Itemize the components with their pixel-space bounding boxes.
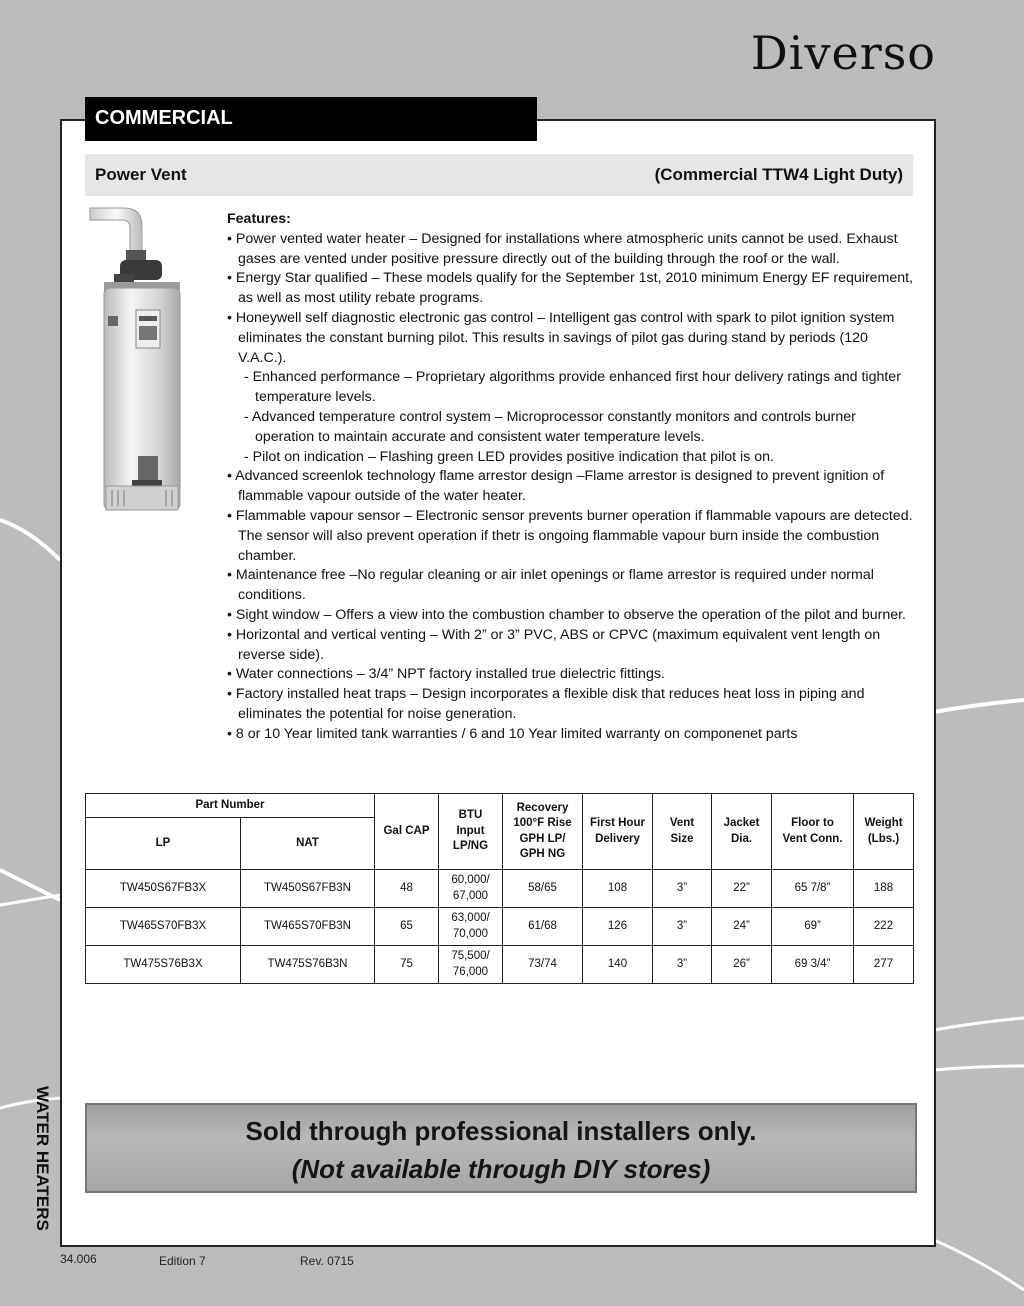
cell-vent: 3” xyxy=(653,870,712,908)
section-side-tab: WATER HEATERS xyxy=(33,1086,52,1231)
feature-item: • Factory installed heat traps – Design incorporates a flexible disk that reduces heat loss in piping and eliminates the potential for noise generation. xyxy=(227,686,865,722)
header-floor-to-vent: Floor to Vent Conn. xyxy=(772,794,854,870)
product-subheader xyxy=(85,154,913,196)
cell-gal: 65 xyxy=(375,908,439,946)
installers-notice-banner xyxy=(85,1103,917,1193)
cell-lp: TW450S67FB3X xyxy=(86,870,241,908)
water-heater-image xyxy=(86,204,196,524)
product-model-title: (Commercial TTW4 Light Duty) xyxy=(654,165,903,184)
cell-btu: 60,000/ 67,000 xyxy=(439,870,503,908)
feature-item: • Honeywell self diagnostic electronic gas control – Intelligent gas control with spark to pilot ignition system eliminates the constant burning pilot. This results in savings of pilot gas during stand by periods (120 V.A.C.). xyxy=(227,309,895,366)
header-btu: BTU Input LP/NG xyxy=(439,794,503,870)
features-title: Features: xyxy=(227,211,291,227)
features-list xyxy=(227,210,917,745)
cell-weight: 188 xyxy=(854,870,914,908)
specifications-table xyxy=(85,793,914,984)
cell-jacket: 26” xyxy=(712,946,772,984)
cell-floor: 65 7/8” xyxy=(772,870,854,908)
banner-line-1: Sold through professional installers only. xyxy=(245,1116,757,1146)
cell-recovery: 73/74 xyxy=(503,946,583,984)
feature-item: • Energy Star qualified – These models qualify for the September 1st, 2010 minimum Energy EF requirement, as well as most utility rebate programs. xyxy=(227,270,914,307)
cell-recovery: 61/68 xyxy=(503,908,583,946)
cell-jacket: 24” xyxy=(712,908,772,946)
cell-lp: TW475S76B3X xyxy=(86,946,241,984)
feature-item: • Power vented water heater – Designed for installations where atmospheric units cannot be used. Exhaust gases are vented under positive pressure directly out of the building through the roof or the wall. xyxy=(227,230,898,267)
cell-vent: 3” xyxy=(653,908,712,946)
cell-weight: 222 xyxy=(854,908,914,946)
cell-recovery: 58/65 xyxy=(503,870,583,908)
cell-first-hour: 126 xyxy=(583,908,653,946)
header-recovery: Recovery 100°F Rise GPH LP/ GPH NG xyxy=(503,794,583,870)
cell-first-hour: 108 xyxy=(583,870,653,908)
feature-subitem: - Pilot on indication – Flashing green LED provides positive indication that pilot is on. xyxy=(244,448,774,465)
banner-line-2: (Not available through DIY stores) xyxy=(291,1154,711,1184)
feature-item: • Flammable vapour sensor – Electronic sensor prevents burner operation if flammable vapours are detected. The sensor will also prevent operation if thetr is ongoing flammable vapour burn inside the combustion chamber. xyxy=(227,507,913,564)
cell-first-hour: 140 xyxy=(583,946,653,984)
cell-nat: TW450S67FB3N xyxy=(241,870,375,908)
header-part-number: Part Number xyxy=(86,794,375,818)
feature-item: • Horizontal and vertical venting – With 2” or 3” PVC, ABS or CPVC (maximum equivalent vent length on reverse side). xyxy=(227,626,881,663)
header-jacket-dia: Jacket Dia. xyxy=(712,794,772,870)
cell-gal: 75 xyxy=(375,946,439,984)
product-line-title: Power Vent xyxy=(95,165,187,184)
header-nat: NAT xyxy=(241,818,375,870)
table-row xyxy=(86,908,914,946)
header-weight: Weight (Lbs.) xyxy=(854,794,914,870)
footer-page-number: 34.006 xyxy=(60,1252,97,1266)
category-label: COMMERCIAL xyxy=(85,97,537,141)
cell-nat: TW465S70FB3N xyxy=(241,908,375,946)
feature-item: • Maintenance free –No regular cleaning or air inlet openings or flame arrestor is required under normal conditions. xyxy=(227,567,874,604)
brand-logo: Diverso xyxy=(750,26,936,80)
header-gal-cap: Gal CAP xyxy=(375,794,439,870)
table-row xyxy=(86,870,914,908)
cell-vent: 3” xyxy=(653,946,712,984)
cell-floor: 69 3/4” xyxy=(772,946,854,984)
feature-subitem: - Enhanced performance – Proprietary algorithms provide enhanced first hour delivery ratings and tighter temperature levels. xyxy=(244,369,901,406)
cell-weight: 277 xyxy=(854,946,914,984)
header-lp: LP xyxy=(86,818,241,870)
feature-item: • Sight window – Offers a view into the combustion chamber to observe the operation of the pilot and burner. xyxy=(227,606,907,623)
feature-subitem: - Advanced temperature control system – Microprocessor constantly monitors and controls burner operation to maintain accurate and consistent water temperature levels. xyxy=(244,408,856,445)
table-row xyxy=(86,946,914,984)
header-vent-size: Vent Size xyxy=(653,794,712,870)
feature-item: • Water connections – 3/4” NPT factory installed true dielectric fittings. xyxy=(227,666,665,683)
cell-btu: 75,500/ 76,000 xyxy=(439,946,503,984)
cell-gal: 48 xyxy=(375,870,439,908)
cell-nat: TW475S76B3N xyxy=(241,946,375,984)
feature-item: • 8 or 10 Year limited tank warranties / 6 and 10 Year limited warranty on componenet parts xyxy=(227,725,798,742)
cell-jacket: 22” xyxy=(712,870,772,908)
feature-item: • Advanced screenlok technology flame arrestor design –Flame arrestor is designed to prevent ignition of flammable vapour outside of the water heater. xyxy=(227,468,885,505)
header-first-hour: First Hour Delivery xyxy=(583,794,653,870)
cell-floor: 69” xyxy=(772,908,854,946)
footer-edition: Edition 7 xyxy=(159,1254,206,1268)
cell-btu: 63,000/ 70,000 xyxy=(439,908,503,946)
cell-lp: TW465S70FB3X xyxy=(86,908,241,946)
footer-revision: Rev. 0715 xyxy=(300,1254,354,1268)
